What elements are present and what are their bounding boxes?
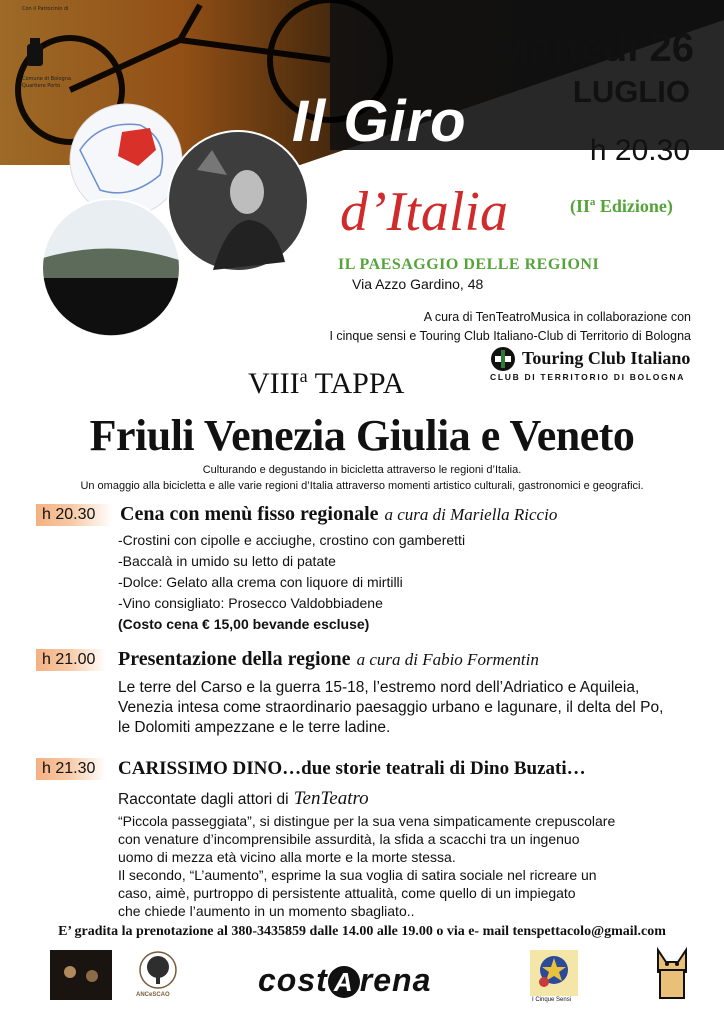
- ancescao-tree-icon: [134, 950, 182, 990]
- event-date-month: LUGLIO: [572, 74, 690, 109]
- tagline-1: Culturando e degustando in bicicletta attraverso le regioni d’Italia.: [202, 464, 522, 476]
- landscape-photo: [41, 198, 181, 338]
- edition-label: (IIª Edizione): [570, 196, 673, 216]
- event-curator: a cura di Mariella Riccio: [384, 504, 558, 524]
- tagline-2: Un omaggio alla bicicletta e alle varie regioni d’Italia attraverso momenti artistico culturali, gastronomici e geografici.: [80, 480, 644, 492]
- title-line-1: Il Giro: [292, 89, 467, 154]
- theatre-intro: Raccontate dagli attori di TenTeatro: [118, 788, 369, 809]
- dinner-menu: [118, 530, 465, 635]
- title-line-2: d’Italia: [340, 181, 508, 243]
- event-start-time: h 20.30: [589, 134, 690, 167]
- stage-title: Friuli Venezia Giulia e Veneto: [89, 411, 635, 460]
- event-presentation: [36, 648, 706, 671]
- tci-logo-icon: [490, 346, 516, 372]
- subtitle: IL PAESAGGIO DELLE REGIONI: [338, 256, 600, 273]
- menu-item: -Crostini con cipolle e acciughe, crostino con gamberetti: [118, 532, 466, 548]
- booking-info: E’ gradita la prenotazione al 380-3435859 dalle 14.00 alle 19.00 o via e- mail tenspettacolo@gmail.com: [58, 924, 666, 939]
- patronage-label: Con il Patrocinio di: [22, 6, 69, 12]
- menu-item: -Vino consigliato: Prosecco Valdobbiadene: [118, 595, 383, 611]
- cinque-sensi-label: I Cinque Sensi: [532, 997, 572, 1003]
- ancescao-logo-text: ANCeSCAO: [136, 992, 170, 998]
- event-curator: a cura di Fabio Formentin: [356, 649, 539, 669]
- menu-item: -Dolce: Gelato alla crema con liquore di mirtilli: [118, 574, 403, 590]
- theatre-description: “Piccola passeggiata”, si distingue per la sua vena simpaticamente crepuscolare con venature d’incomprensibile assurdità, la sfida a scacchi tra un ingenuo uomo di mezza età vicino alla morte e la morte stessa. Il secondo, “L’aumento”, esprime la sua voglia di satira sociale nel ricreare un caso, aimè, purtroppo di persistente attualità, come quello di un impiegato che chiede l’aumento in un momento sbagliato..: [118, 813, 616, 919]
- presentation-description: Le terre del Carso e la guerra 15-18, l’estremo nord dell’Adriatico e Aquileia, Venezia intesa come straordinario paesaggio urbano e lagunare, il delta del Po, le Dolomiti ampezzane e le terre ladine.: [118, 679, 664, 736]
- event-time: h 20.30: [36, 504, 112, 526]
- event-dinner: [36, 503, 696, 526]
- organizers: A cura di TenTeatroMusica in collaborazione con I cinque sensi e Touring Club Italiano-Club di Territorio di Bologna: [329, 310, 691, 343]
- costarena-logo: cost A rena: [258, 962, 432, 998]
- dinner-price: (Costo cena € 15,00 bevande escluse): [118, 616, 370, 632]
- patron-lines: Comune di Bologna Quartiere Porto: [22, 76, 71, 89]
- cat-mascot-icon: [652, 946, 692, 1002]
- stage-label: VIII$^a$ TAPPA: [248, 366, 405, 400]
- portrait-photo: [167, 130, 309, 272]
- address: Via Azzo Gardino, 48: [352, 276, 484, 292]
- event-time: h 21.30: [36, 758, 106, 780]
- tenteatro-photo-logo: [50, 950, 112, 1000]
- event-date-day: Martedì 26: [496, 26, 694, 70]
- bologna-crest-icon: [24, 36, 46, 72]
- tci-name: Touring Club Italiano: [522, 348, 691, 368]
- cinque-sensi-logo-icon: [530, 950, 578, 996]
- event-theatre: [36, 758, 706, 780]
- event-title: Presentazione della regione: [118, 648, 351, 670]
- menu-item: -Baccalà in umido su letto di patate: [118, 553, 336, 569]
- event-title: CARISSIMO DINO…due storie teatrali di Dino Buzati…: [118, 758, 586, 779]
- event-time: h 21.00: [36, 649, 106, 671]
- event-title: Cena con menù fisso regionale: [120, 503, 379, 525]
- tci-club: CLUB DI TERRITORIO DI BOLOGNA: [490, 372, 686, 382]
